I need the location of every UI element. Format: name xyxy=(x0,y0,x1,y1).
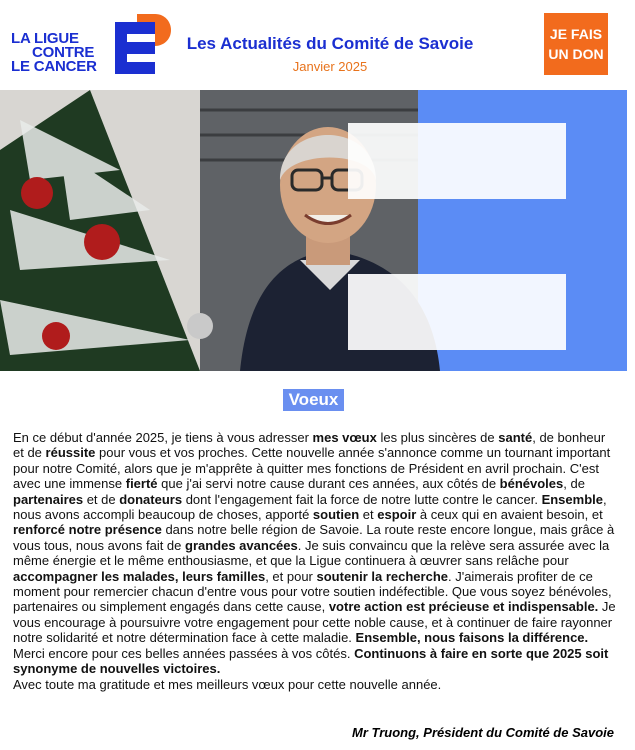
letter-closing: Avec toute ma gratitude et mes meilleurs vœux pour cette nouvelle année. xyxy=(13,676,442,692)
letter-emphasis: Ensemble, nous faisons la différence. xyxy=(355,630,589,646)
letter-emphasis: partenaires xyxy=(13,491,84,507)
logo-line-3: LE CANCER xyxy=(11,58,97,75)
letter-emphasis: soutien xyxy=(312,507,360,523)
letter-text: et xyxy=(359,507,378,523)
letter-emphasis: donateurs xyxy=(119,491,183,507)
letter-text: Merci encore pour ces belles années passées à vos côtés. xyxy=(13,645,355,661)
newsletter-header xyxy=(0,0,635,90)
letter-text: les plus sincères de xyxy=(376,430,499,445)
letter-text: , et pour xyxy=(265,568,317,584)
letter-text: , nous avons accompli beaucoup de choses, apporté xyxy=(13,491,607,523)
newsletter-date: Janvier 2025 xyxy=(292,59,368,74)
letter-emphasis: votre action est précieuse et indispensable. xyxy=(328,599,599,615)
donate-label-line-2: UN DON xyxy=(548,46,604,62)
letter-emphasis: renforcé notre présence xyxy=(13,522,162,538)
newsletter-title-block xyxy=(180,34,480,74)
donate-button[interactable] xyxy=(544,13,608,75)
letter-text: Je vous encourage à poursuivre votre engagement pour cette noble cause, et à continuer de faire rayonner notre solidarité et notre détermination face à cette maladie. xyxy=(13,599,616,646)
letter-signature: Mr Truong, Président du Comité de Savoie xyxy=(352,725,614,740)
logo-line-2: CONTRE xyxy=(32,44,95,61)
donate-label-line-1: JE FAIS xyxy=(549,26,603,42)
letter-text: pour vous et vos proches. Cette nouvelle année s'annonce comme un tournant important pour notre Comité, alors que je m'apprête à quitter mes fonctions de Président en avril prochain. C'est avec une immense xyxy=(13,445,611,492)
letter-emphasis: grandes avancées xyxy=(185,537,298,553)
letter-emphasis: fierté xyxy=(125,476,158,492)
letter-emphasis: santé xyxy=(498,430,533,445)
letter-text: En ce début d'année 2025, je tiens à vous adresser xyxy=(13,430,313,445)
letter-emphasis: espoir xyxy=(377,507,417,523)
letter-text: dans notre belle région de Savoie. La route reste encore longue, mais grâce à vous tous, nous avons fait de xyxy=(13,522,615,553)
letter-text: . Je suis convaincu que la relève sera assurée avec la même énergie et le même enthousiasme, et que la Ligue continuera à œuvrer sans relâche pour xyxy=(13,537,610,569)
letter-text: à ceux qui en avaient besoin, et xyxy=(416,507,603,523)
logo-wordmark xyxy=(11,32,97,74)
hero-photo xyxy=(0,90,627,371)
letter-emphasis: soutenir la recherche xyxy=(316,568,448,584)
letter-text: . J'aimerais profiter de ce moment pour remercier chacun d'entre vous pour votre soutien indéfectible. Que vous soyez bénévoles, partenaires ou simplement engagés dans cette cause, xyxy=(13,568,612,615)
section-heading-voeux: Voeux xyxy=(283,389,345,411)
letter-text: dont l'engagement fait la force de notre lutte contre le cancer. xyxy=(182,491,542,507)
newsletter-title: Les Actualités du Comité de Savoie xyxy=(186,34,474,53)
letter-text: , de bonheur et de xyxy=(13,430,606,461)
president-letter xyxy=(13,430,618,692)
letter-text: que j'ai servi notre cause durant ces années, aux côtés de xyxy=(157,476,500,492)
letter-emphasis: réussite xyxy=(45,445,96,461)
section-heading-wrapper xyxy=(0,389,627,411)
ligue-contre-le-cancer-logo[interactable] xyxy=(11,12,166,78)
logo-line-1: LA LIGUE xyxy=(11,30,79,47)
letter-text: , de xyxy=(563,476,585,492)
letter-emphasis: Continuons à faire en sorte que 2025 soit synonyme de nouvelles victoires. xyxy=(13,645,609,677)
letter-emphasis: accompagner les malades, leurs familles xyxy=(13,568,266,584)
letter-text: et de xyxy=(83,491,120,507)
letter-emphasis: mes vœux xyxy=(312,430,377,445)
letter-emphasis: bénévoles xyxy=(499,476,564,492)
letter-emphasis: Ensemble xyxy=(541,491,603,507)
hero-photo-illustration xyxy=(0,90,627,371)
letter-paragraph xyxy=(13,430,618,677)
ligue-e-mark-icon xyxy=(115,12,171,76)
